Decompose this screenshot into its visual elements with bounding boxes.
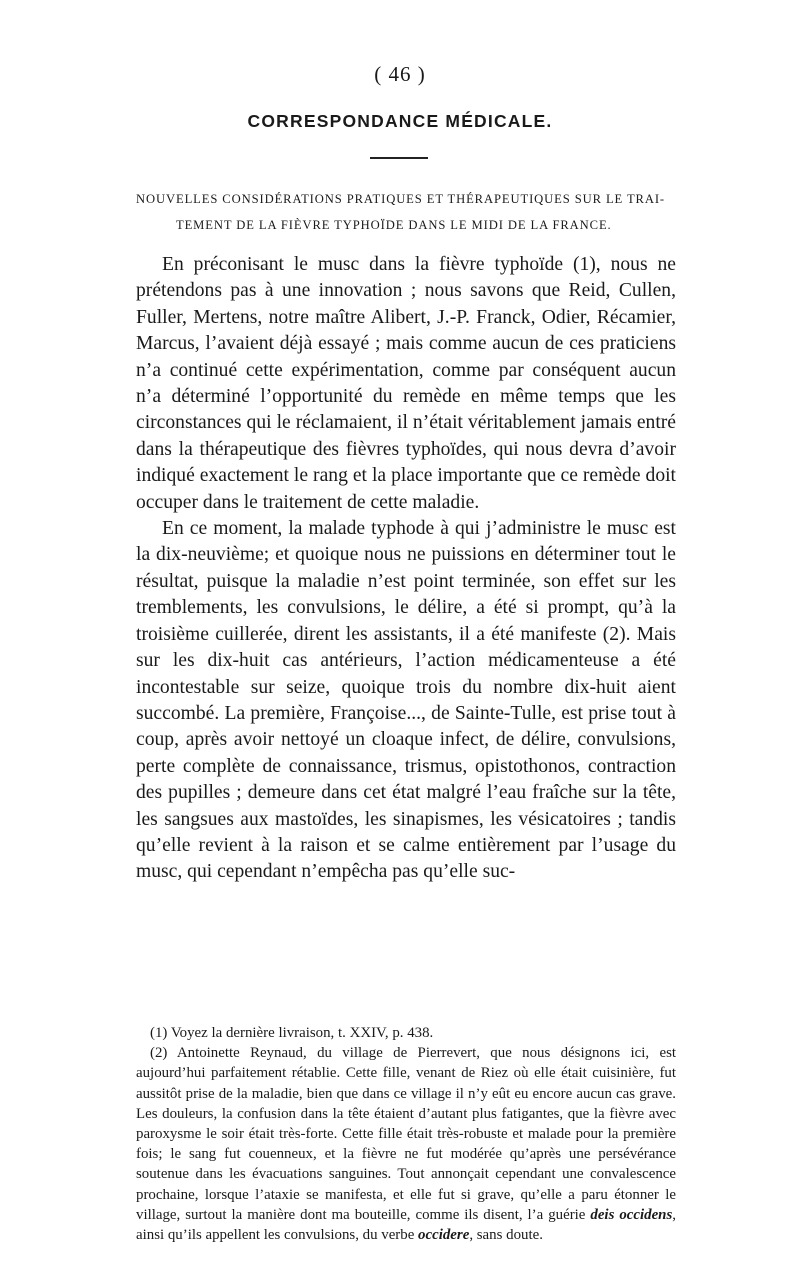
article-title-line-2: TEMENT DE LA FIÈVRE TYPHOÏDE DANS LE MIDI DE LA FRANCE. — [176, 218, 612, 232]
footnote-1: (1) Voyez la dernière livraison, t. XXIV, p. 438. — [150, 1025, 434, 1041]
article-body — [136, 252, 676, 886]
section-title: CORRESPONDANCE MÉDICALE. — [247, 111, 553, 131]
article-title — [136, 186, 676, 238]
article-title-line-1: NOUVELLES CONSIDÉRATIONS PRATIQUES ET THÉRAPEUTIQUES SUR LE TRAI- — [136, 192, 666, 206]
footnote-2-text-c: , sans doute. — [469, 1227, 543, 1244]
title-divider — [370, 157, 428, 159]
paragraph-2: En ce moment, la malade typhode à qui j’administre le musc est la dix-neuvième; et quoique nous ne puissions en déterminer tout le résultat, puisque la maladie n’est point terminée, son effet sur les tremblements, les convulsions, le délire, a été si prompt, qu’à la troisième cuillerée, dirent les assistants, il a été manifeste (2). Mais sur les dix-huit cas antérieurs, l’action médicamenteuse a été incontestable sur seize, quoique trois du nombre dix-huit aient succombé. La première, Françoise..., de Sainte-Tulle, est prise tout à coup, après avoir nettoyé un cloaque infect, de délire, convulsions, perte complète de connaissance, trismus, opistothonos, contraction des pupilles ; demeure dans cet état malgré l’eau fraîche sur la tête, les sangsues aux mastoïdes, les sinapismes, les vésicatoires ; tandis qu’elle revient à la raison et se calme entièrement par l’usage du musc, qui cependant n’empêcha pas qu’elle suc- — [136, 518, 676, 883]
page-number: ( 46 ) — [374, 62, 426, 86]
footnote-2-text-b: , ainsi qu’ils appellent les convulsions, du verbe — [136, 1206, 676, 1244]
footnote-2-italic-a: deis occidens — [590, 1206, 673, 1223]
footnote-2 — [136, 1043, 676, 1245]
footnotes — [136, 1023, 676, 1245]
paragraph-1: En préconisant le musc dans la fièvre typhoïde (1), nous ne prétendons pas à une innovation ; nous savons que Reid, Cullen, Fuller, Mertens, notre maître Alibert, J.-P. Franck, Odier, Récamier, Marcus, l’avaient déjà essayé ; mais comme aucun de ces praticiens n’a continué cette expérimentation, comme par conséquent aucun n’a déterminé l’opportunité du remède en même temps que les circonstances qui le réclamaient, il n’était véritablement jamais entré dans la thérapeutique des fièvres typhoïdes, qui nous devra d’avoir indiqué exactement le rang et la place importante que ce remède doit occuper dans le traitement de cette maladie. — [136, 254, 676, 513]
footnote-2-italic-b: occidere — [418, 1227, 470, 1244]
footnote-2-text-a: (2) Antoinette Reynaud, du village de Pierrevert, que nous désignons ici, est aujourd’hui parfaitement rétablie. Cette fille, venant de Riez où elle était cuisinière, fut aussitôt prise de la maladie, bien que dans ce village il n’y eût eu encore aucun cas grave. Les douleurs, la confusion dans la tête étaient d’autant plus fatigantes, que la fièvre avec paroxysme le soir était très-forte. Cette fille était très-robuste et malade pour la première fois; le sang fut couenneux, et la fièvre ne fut modérée qu’après une persévérance soutenue dans les évacuations sanguines. Tout annonçait cependant une convalescence prochaine, lorsque l’ataxie se manifesta, et elle fut si grave, qu’elle a paru étonner le village, surtout la manière dont ma bouteille, comme ils disent, l’a guérie — [136, 1045, 676, 1223]
